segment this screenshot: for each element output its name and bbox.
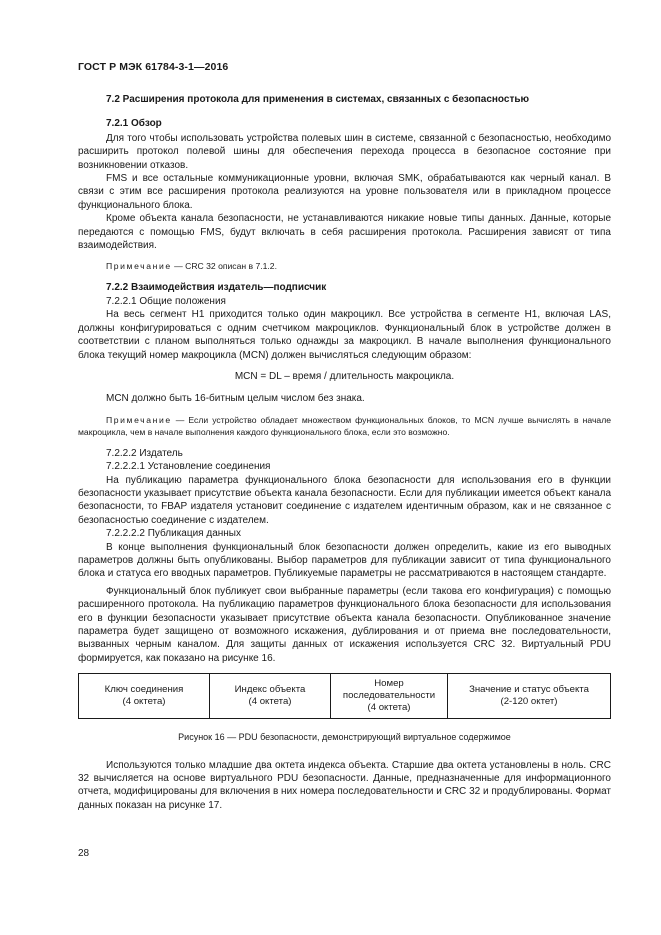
note-label: Примечание [106,414,172,425]
formula: MCN = DL – время / длительность макроцикла. [234,370,455,382]
pdu-cell-object-value-status: Значение и статус объекта (2-120 октет) [448,674,611,719]
paragraph: На весь сегмент H1 приходится только один макроцикл. Все устройства в сегменте H1, включая LAS, должны конфигурироваться с одним счетчиком макроциклов. Функциональный блок в устройстве должен в соответствии с планом выполняться только однажды за макроцикл. В начале выполнения функционального блока текущий номер макроцикла (MCN) должен вычисляться следующим образом: [78,309,611,361]
section-heading-7-2-2: 7.2.2 Взаимодействия издатель—подписчик [106,282,327,294]
figure-caption: Рисунок 16 — PDU безопасности, демонстрирующий виртуальное содержимое [178,732,511,743]
subsection-heading: 7.2.2.2 Издатель [106,447,183,459]
page-content [78,93,611,812]
paragraph: В конце выполнения функциональный блок безопасности должен определить, какие из его выводных параметров должны быть опубликованы. Выбор параметров для публикации зависит от типа функционального блока и статуса его вводных параметров. Публикуемые параметры не рассматриваются в настоящем стандарте. [78,541,611,580]
subsection-heading: 7.2.2.2.1 Установление соединения [106,461,271,473]
note [78,414,611,438]
pdu-row [79,674,611,719]
note [78,260,611,272]
paragraph: Кроме объекта канала безопасности, не устанавливаются никакие новые типы данных. Данные, которые передаются с помощью FMS, будут включать в себя расширения протокола. Расширения зависят от типа взаимодействия. [78,213,611,252]
note-label: Примечание [106,261,172,272]
section-heading-7-2: 7.2 Расширения протокола для применения в системах, связанных с безопасностью [106,94,530,105]
page-number: 28 [78,848,90,859]
pdu-figure-table [78,673,611,719]
note-text: — Если устройство обладает множеством функциональных блоков, то MCN лучше вычислять в начале макроцикла, чем в начале выполнения каждого функционального блока, если это возможно. [78,414,611,437]
standard-header: ГОСТ Р МЭК 61784-3-1—2016 [78,61,229,73]
paragraph: Для того чтобы использовать устройства полевых шин в системе, связанной с безопасностью, необходимо расширить протокол полевой шины для обеспечения перехода процесса в безопасное состояние при возникновении отказов. [78,132,611,171]
subsection-heading: 7.2.2.1 Общие положения [106,295,226,307]
paragraph: FMS и все остальные коммуникационные уровни, включая SMK, обрабатываются как черный канал. В связи с этим все расширения протокола реализуются на уровне пользователя или в прикладном процессе функционального блока. [78,173,611,211]
paragraph: Используются только младшие два октета индекса объекта. Старшие два октета установлены в ноль. CRC 32 вычисляется на основе виртуального PDU безопасности. Данные, предназначенные для информационного отчета, модифицированы для включения в них номера последовательности и CRC 32 и продублированы. Формат данных показан на рисунке 17. [78,759,611,811]
paragraph: Функциональный блок публикует свои выбранные параметры (если такова его конфигурация) с помощью расширенного протокола. На публикацию параметров функционального блока безопасности для использования его в функции безопасности указывает присутствие объекта канала безопасности. Опубликованное значение параметра будет защищено от возможного искажения, дублирования и от приема вне последовательности, вызванных черным каналом. Для защиты данных от искажения используется CRC 32. Виртуальный PDU формируется, как показано на рисунке 16. [78,585,611,664]
paragraph: MCN должно быть 16-битным целым числом без знака. [106,393,365,405]
section-heading-7-2-1: 7.2.1 Обзор [106,118,162,130]
subsection-heading: 7.2.2.2.2 Публикация данных [106,528,241,540]
pdu-cell-sequence-number: Номер последовательности (4 октета) [331,674,448,719]
note-text: — CRC 32 описан в 7.1.2. [171,261,277,272]
pdu-cell-object-index: Индекс объекта (4 октета) [210,674,331,719]
paragraph: На публикацию параметра функционального блока безопасности для использования его в функции безопасности указывает присутствие объекта канала безопасности. Если для публикации имеется объект канала безопасности, то FBAP издателя установит соединение с издателем идентичным образом, как и не связанное с безопасностью соединение с издателем. [78,474,611,526]
pdu-cell-connection-key: Ключ соединения (4 октета) [79,674,210,719]
